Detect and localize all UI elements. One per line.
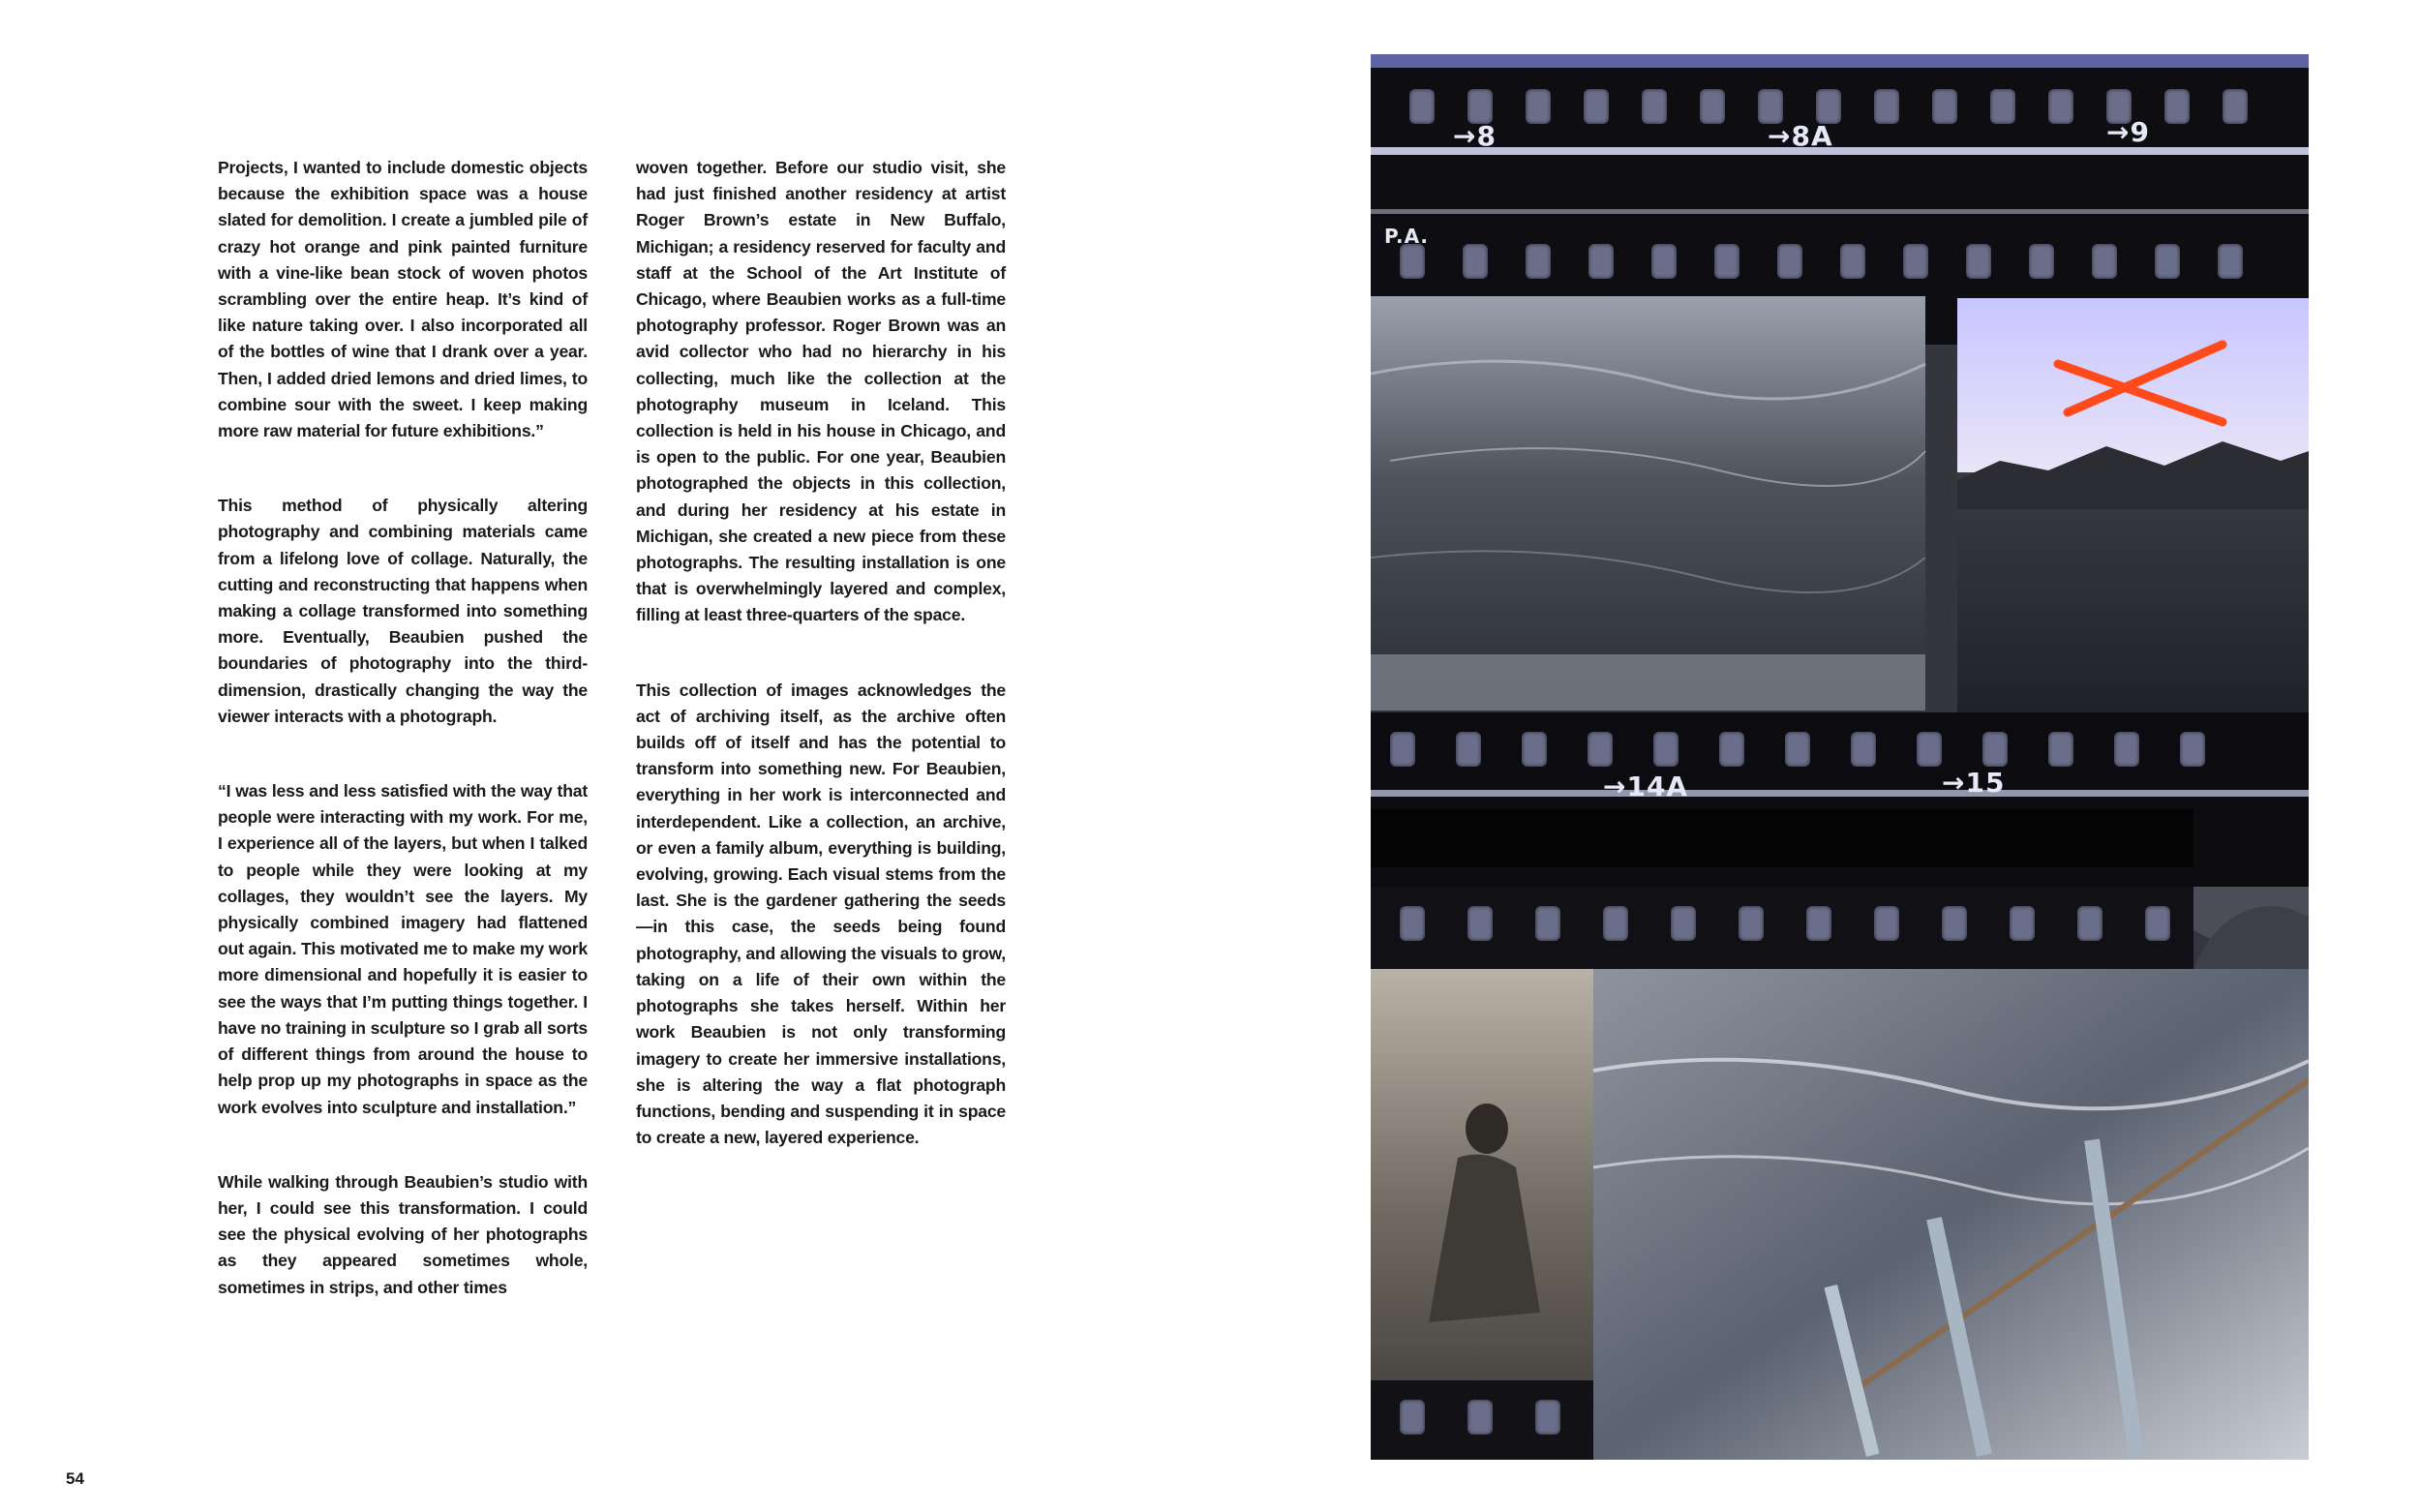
sprocket-hole bbox=[1526, 89, 1551, 124]
sprocket-hole bbox=[1990, 89, 2015, 124]
sprocket-hole bbox=[1903, 244, 1928, 279]
paragraph: Projects, I wanted to include domestic objects because the exhibition space was a house slated for demolition. I create a jumbled pile of crazy hot orange and pink painted furniture with a vine-like bean stock of woven photos scrambling over the entire heap. It’s kind of like nature taking over. I also incorporated all of the bottles of wine that I drank over a year. Then, I added dried lemons and dried limes, to combine sour with the sweet. I keep making more raw material for future exhibitions.” bbox=[218, 158, 588, 441]
paragraph: “I was less and less satisfied with the way that people were interacting with my work. For me, I experience all of the layers, but when I talked to people while they were looking at my collages, they wouldn’t see the layers. My physically combined imagery had flattened out again. This motivated me to make my work more dimensional and hopefully it is easier to see the ways that I’m putting things together. I have no training in sculpture so I grab all sorts of different things from around the house to help prop up my photographs in space as the work evolves into sculpture and installation.” bbox=[218, 781, 588, 1117]
paragraph: This collection of images acknowledges the act of archiving itself, as the archive often builds off of itself and has the potential to transform into something new. For Beaubien, everything in her work is interconnected and interdependent. Like a collection, an archive, or even a family album, everything is building, evolving, growing. Each visual stems from the last. She is the gardener gathering the seeds—in this case, the seeds being found photography, and allowing the visuals to grow, taking on a life of their own within the photographs she takes herself. Within her work Beaubien is not only transforming imagery to create her immersive installations, she is altering the way a flat photograph functions, bending and suspending it in space to create a new, layered experience. bbox=[636, 680, 1006, 1148]
sprocket-hole bbox=[1816, 89, 1841, 124]
film-strip-lower bbox=[1371, 887, 2193, 974]
film-strip-black-band bbox=[1371, 809, 2193, 867]
sprocket-hole bbox=[1409, 89, 1435, 124]
sprocket-hole bbox=[1456, 732, 1481, 767]
sprocket-hole bbox=[2180, 732, 2205, 767]
sprocket-hole bbox=[1588, 244, 1614, 279]
sprocket-hole bbox=[2218, 244, 2243, 279]
sprocket-hole bbox=[1942, 906, 1967, 941]
sprocket-hole bbox=[1390, 732, 1415, 767]
sprocket-hole bbox=[2164, 89, 2190, 124]
sprocket-hole bbox=[2145, 906, 2170, 941]
sprocket-hole bbox=[2223, 89, 2248, 124]
sprocket-hole bbox=[2048, 89, 2073, 124]
page-number: 54 bbox=[66, 1469, 84, 1488]
frame-number-label: →8A bbox=[1768, 120, 1833, 152]
text-column-left bbox=[218, 155, 588, 1349]
sprocket-hole bbox=[2155, 244, 2180, 279]
water-line bbox=[1371, 654, 1925, 711]
text-column-right bbox=[636, 155, 1006, 1199]
sprocket-hole bbox=[1932, 89, 1957, 124]
paragraph: woven together. Before our studio visit, she had just finished another residency at artist Roger Brown’s estate in New Buffalo, Michigan; a residency reserved for faculty and staff at the School of the Art Institute of Chicago, where Beaubien works as a full-time photography professor. Roger Brown was an avid collector who had no hierarchy in his collecting, much like the collection at the photography museum in Iceland. This collection is held in his house in Chicago, and is open to the public. For one year, Beaubien photographed the objects in this collection, and during her residency at his estate in Michigan, she created a new piece from these photographs. The resulting installation is one that is overwhelmingly layered and complex, filling at least three-quarters of the space. bbox=[636, 158, 1006, 625]
sprocket-hole bbox=[1851, 732, 1876, 767]
paragraph: While walking through Beaubien’s studio with her, I could see this transformation. I could see the physical evolving of her photographs as they appeared sometimes whole, sometimes in strips, and other times bbox=[218, 1171, 588, 1297]
sprocket-hole bbox=[1467, 1400, 1493, 1435]
sprocket-hole bbox=[1840, 244, 1865, 279]
film-strip-edge bbox=[1371, 147, 2309, 155]
sprocket-hole bbox=[1874, 89, 1899, 124]
sprocket-hole bbox=[1467, 906, 1493, 941]
sprocket-hole bbox=[1777, 244, 1802, 279]
sprocket-hole bbox=[1526, 244, 1551, 279]
sprocket-hole bbox=[2029, 244, 2054, 279]
sprocket-hole bbox=[1651, 244, 1677, 279]
sprocket-hole bbox=[1671, 906, 1696, 941]
sprocket-hole bbox=[1522, 732, 1547, 767]
sprocket-hole bbox=[2048, 732, 2073, 767]
sprocket-hole bbox=[1653, 732, 1679, 767]
sprocket-hole bbox=[1642, 89, 1667, 124]
sprocket-hole bbox=[1535, 906, 1560, 941]
sprocket-hole bbox=[1982, 732, 2008, 767]
sprocket-hole bbox=[1467, 89, 1493, 124]
frame-number-label: →9 bbox=[2106, 116, 2150, 148]
sprocket-hole bbox=[1588, 732, 1613, 767]
sprocket-hole bbox=[1463, 244, 1488, 279]
photo-collage bbox=[1371, 54, 2309, 1460]
film-strip-highlight bbox=[1371, 54, 2309, 68]
sprocket-hole bbox=[1917, 732, 1942, 767]
sprocket-hole bbox=[1535, 1400, 1560, 1435]
sprocket-hole bbox=[1739, 906, 1764, 941]
sprocket-hole bbox=[1603, 906, 1628, 941]
rock-cliff-photo bbox=[1371, 296, 1925, 711]
film-edge-text: P.A. bbox=[1384, 225, 1430, 248]
sprocket-hole bbox=[2092, 244, 2117, 279]
sprocket-hole bbox=[1400, 1400, 1425, 1435]
sprocket-hole bbox=[1874, 906, 1899, 941]
beach-water-photo bbox=[1593, 969, 2309, 1460]
film-strip-edge bbox=[1371, 209, 2309, 214]
sprocket-hole bbox=[2077, 906, 2102, 941]
sprocket-hole bbox=[1758, 89, 1783, 124]
sprocket-hole bbox=[2010, 906, 2035, 941]
sprocket-hole bbox=[1714, 244, 1739, 279]
figure-head bbox=[1466, 1104, 1508, 1154]
sprocket-hole bbox=[2114, 732, 2139, 767]
sprocket-hole bbox=[1719, 732, 1744, 767]
sprocket-hole bbox=[1806, 906, 1831, 941]
sprocket-hole bbox=[1700, 89, 1725, 124]
frame-number-label: →8 bbox=[1453, 120, 1497, 152]
sprocket-hole bbox=[1785, 732, 1810, 767]
sprocket-hole bbox=[1584, 89, 1609, 124]
sprocket-hole bbox=[1966, 244, 1991, 279]
frame-number-label: →15 bbox=[1942, 767, 2006, 799]
film-strip-edge bbox=[1371, 790, 2309, 797]
sprocket-hole bbox=[1400, 244, 1425, 279]
paragraph: This method of physically altering photography and combining materials came from a lifelong love of collage. Naturally, the cutting and reconstructing that happens when making a collage transformed into something more. Eventually, Beaubien pushed the boundaries of photography into the third-dimension, drastically changing the way the viewer interacts with a photograph. bbox=[218, 496, 588, 726]
frame-number-label: →14A bbox=[1603, 771, 1689, 802]
sprocket-hole bbox=[1400, 906, 1425, 941]
